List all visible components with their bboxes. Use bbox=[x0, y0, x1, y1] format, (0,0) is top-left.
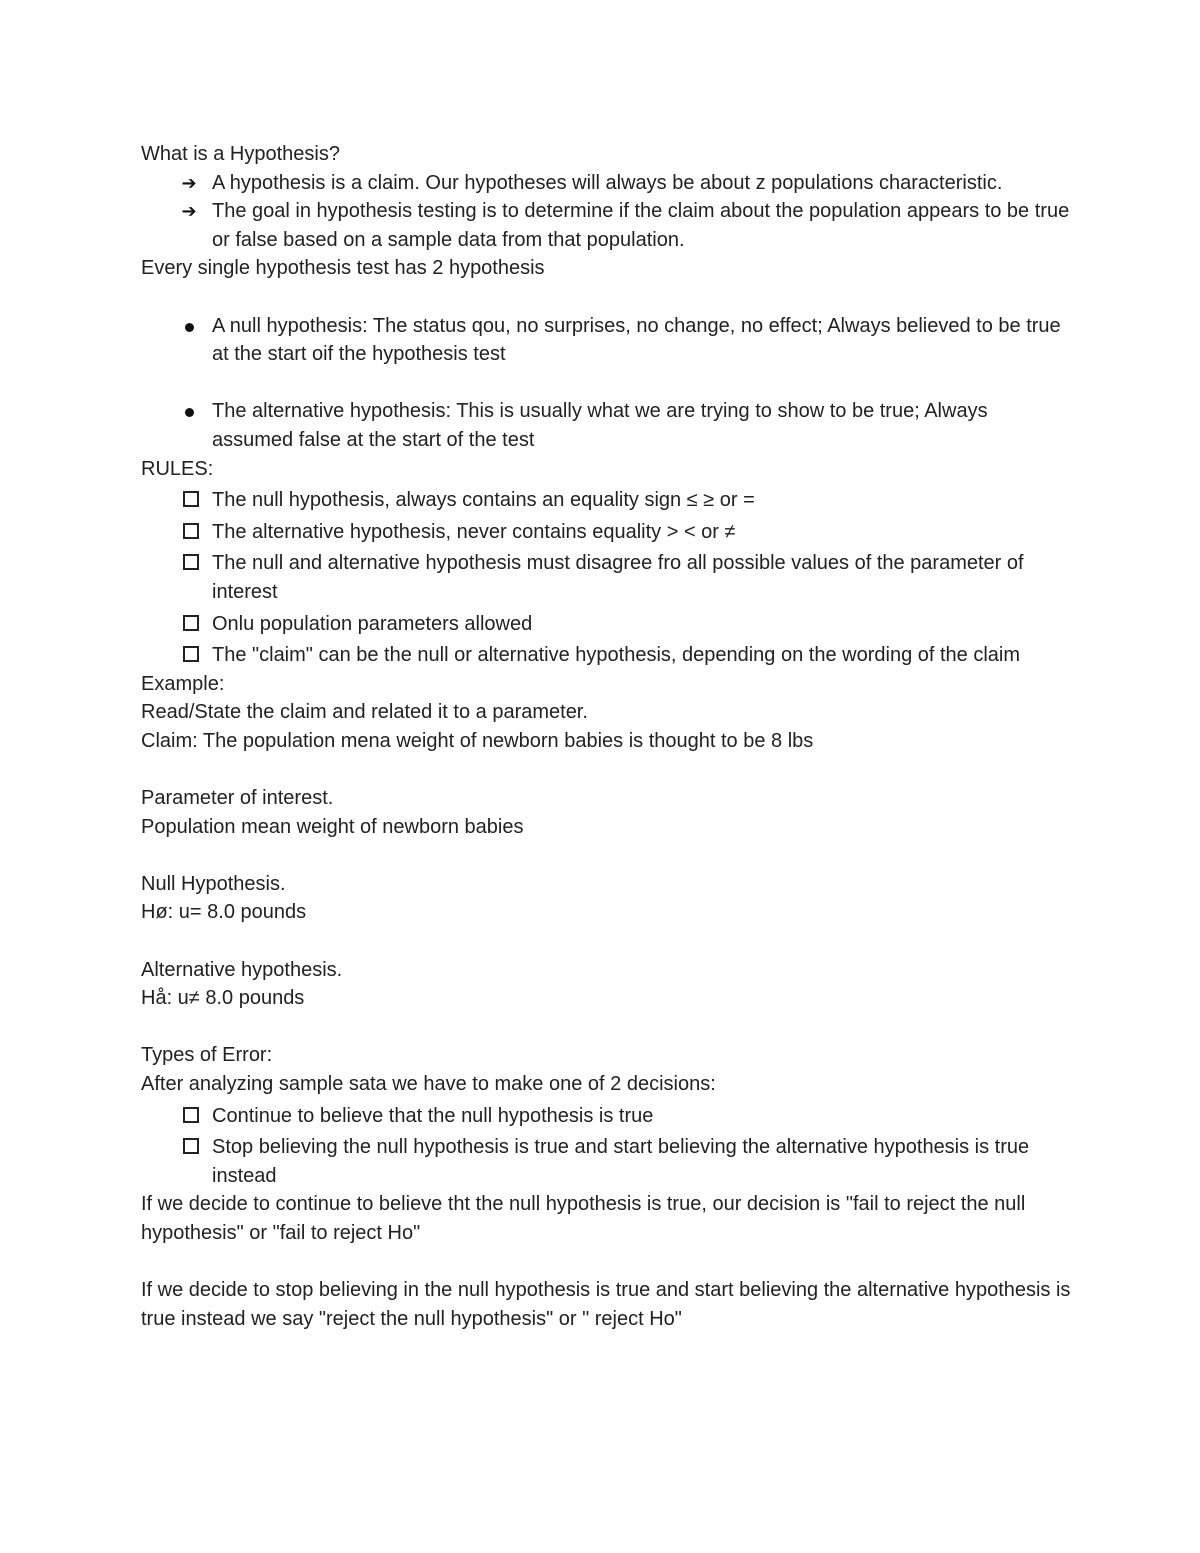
checklist-item bbox=[141, 641, 1071, 670]
arrow-list-item bbox=[141, 197, 1071, 254]
null-hypothesis-heading: Null Hypothesis. bbox=[141, 872, 286, 895]
bullet-item-text: The alternative hypothesis: This is usually what we are trying to show to be true; Always assumed false at the start of the test bbox=[212, 400, 988, 451]
spacer bbox=[141, 927, 1071, 956]
parameter-heading: Parameter of interest. bbox=[141, 787, 334, 810]
spacer bbox=[141, 755, 1071, 784]
checkbox-icon[interactable] bbox=[183, 523, 199, 539]
errors-heading: Types of Error: bbox=[141, 1044, 273, 1067]
reject-text: If we decide to stop believing in the null hypothesis is true and start believing the alternative hypothesis is true instead we say "reject the null hypothesis" or " reject Ho" bbox=[141, 1279, 1071, 1330]
fail-to-reject-text: If we decide to continue to believe tht the null hypothesis is true, our decision is "fail to reject the null hypothesis" or "fail to reject Ho" bbox=[141, 1193, 1026, 1244]
spacer bbox=[141, 841, 1071, 870]
example-claim: Claim: The population mena weight of newborn babies is thought to be 8 lbs bbox=[141, 729, 814, 752]
checklist-item-text: The null and alternative hypothesis must disagree fro all possible values of the parameter of interest bbox=[212, 552, 1024, 603]
summary-text: Every single hypothesis test has 2 hypothesis bbox=[141, 257, 545, 280]
spacer bbox=[141, 1013, 1071, 1042]
spacer bbox=[141, 369, 1071, 398]
rules-heading: RULES: bbox=[141, 457, 214, 480]
checkbox-icon[interactable] bbox=[183, 615, 199, 631]
checklist-item-text: Onlu population parameters allowed bbox=[212, 612, 533, 635]
checklist-item-text: Continue to believe that the null hypothesis is true bbox=[212, 1104, 654, 1127]
arrow-right-icon: ➔ bbox=[181, 201, 197, 222]
bullet-icon bbox=[185, 323, 194, 332]
checkbox-icon[interactable] bbox=[183, 1107, 199, 1123]
checklist-item bbox=[141, 1133, 1071, 1190]
alt-hypothesis-heading: Alternative hypothesis. bbox=[141, 958, 343, 981]
checkbox-icon[interactable] bbox=[183, 1138, 199, 1154]
checkbox-icon[interactable] bbox=[183, 646, 199, 662]
errors-intro: After analyzing sample sata we have to make one of 2 decisions: bbox=[141, 1073, 716, 1095]
checklist-item-text: The null hypothesis, always contains an equality sign ≤ ≥ or = bbox=[212, 489, 755, 512]
document-page bbox=[141, 140, 1071, 1333]
alt-hypothesis-value: Hå: u≠ 8.0 pounds bbox=[141, 987, 305, 1010]
checkbox-icon[interactable] bbox=[183, 554, 199, 570]
arrow-list-item bbox=[141, 169, 1071, 198]
checklist-item-text: Stop believing the null hypothesis is true and start believing the alternative hypothesis is true instead bbox=[212, 1136, 1030, 1187]
checkbox-icon[interactable] bbox=[183, 491, 199, 507]
checklist-item bbox=[141, 610, 1071, 639]
bullet-list-item bbox=[141, 397, 1071, 454]
checklist-item bbox=[141, 518, 1071, 547]
example-instruction: Read/State the claim and related it to a parameter. bbox=[141, 701, 588, 724]
checklist-item-text: The alternative hypothesis, never contains equality > < or ≠ bbox=[212, 520, 736, 543]
bullet-list-item bbox=[141, 312, 1071, 369]
checklist-item bbox=[141, 486, 1071, 515]
spacer bbox=[141, 1248, 1071, 1277]
example-heading: Example: bbox=[141, 672, 225, 695]
arrow-item-text: A hypothesis is a claim. Our hypotheses will always be about z populations characteristic. bbox=[212, 171, 1003, 194]
checklist-item-text: The "claim" can be the null or alternative hypothesis, depending on the wording of the claim bbox=[212, 644, 1021, 667]
arrow-right-icon: ➔ bbox=[181, 172, 197, 193]
parameter-value: Population mean weight of newborn babies bbox=[141, 815, 524, 838]
bullet-icon bbox=[185, 408, 194, 417]
arrow-item-text: The goal in hypothesis testing is to determine if the claim about the population appears to be true or false based on a sample data from that population. bbox=[212, 200, 1070, 251]
checklist-item bbox=[141, 549, 1071, 606]
null-hypothesis-value: Hø: u= 8.0 pounds bbox=[141, 901, 307, 924]
heading-what-is-hypothesis: What is a Hypothesis? bbox=[141, 143, 340, 165]
spacer bbox=[141, 283, 1071, 312]
bullet-item-text: A null hypothesis: The status qou, no surprises, no change, no effect; Always believed to be true at the start oif the hypothesis test bbox=[212, 314, 1061, 366]
checklist-item bbox=[141, 1102, 1071, 1131]
